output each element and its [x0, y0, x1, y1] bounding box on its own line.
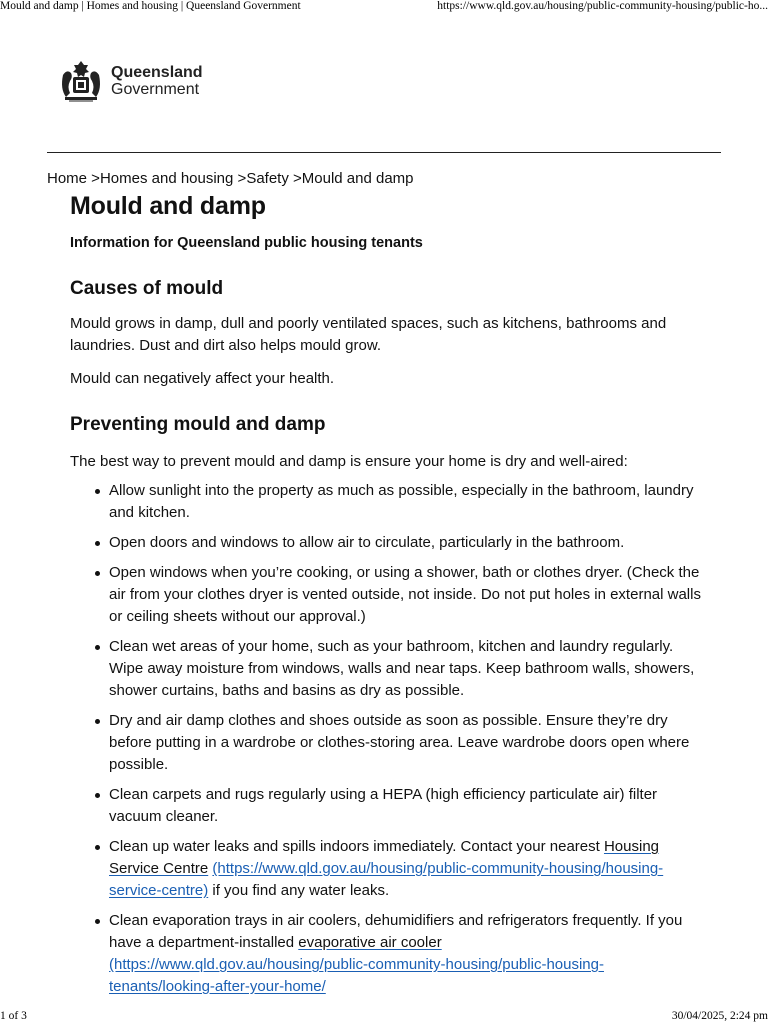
- list-item: Allow sunlight into the property as much as possible, especially in the bathroom, laundry and kitchen.: [109, 480, 702, 524]
- preventing-intro: The best way to prevent mould and damp is ensure your home is dry and well-aired:: [70, 453, 628, 470]
- heading-preventing-mould: Preventing mould and damp: [70, 414, 326, 435]
- prevention-tips-list: [70, 480, 702, 998]
- print-header: [0, 0, 768, 16]
- list-item: Clean carpets and rugs regularly using a HEPA (high efficiency particulate air) filter vacuum cleaner.: [109, 784, 702, 828]
- queensland-government-logo[interactable]: [57, 57, 203, 105]
- print-header-url: https://www.qld.gov.au/housing/public-community-housing/public-ho...: [437, 0, 768, 12]
- breadcrumb-separator: >: [87, 170, 100, 187]
- evaporative-air-cooler-url[interactable]: (https://www.qld.gov.au/housing/public-community-housing/public-housing-tenants/looking-after-your-home/: [109, 956, 604, 995]
- evaporative-air-cooler-link[interactable]: evaporative air cooler: [298, 934, 442, 951]
- list-item: [109, 910, 702, 998]
- heading-causes-of-mould: Causes of mould: [70, 278, 224, 299]
- list-item: [109, 836, 702, 902]
- breadcrumb-separator: >: [233, 170, 247, 187]
- breadcrumb-home[interactable]: Home: [47, 170, 88, 187]
- causes-paragraph-2: Mould can negatively affect your health.: [70, 370, 335, 387]
- list-item: Open windows when you’re cooking, or using a shower, bath or clothes dryer. (Check the air from your clothes dryer is vented outside, not inside. Do not put holes in external walls or ceiling sheets without our approval.): [109, 562, 702, 628]
- causes-paragraph-1: Mould grows in damp, dull and poorly ventilated spaces, such as kitchens, bathrooms and laundries. Dust and dirt also helps mould grow.: [70, 315, 667, 354]
- print-footer-date: 30/04/2025, 2:24 pm: [671, 1010, 768, 1022]
- page-subtitle: Information for Queensland public housing tenants: [70, 235, 423, 251]
- print-header-title: Mould and damp | Homes and housing | Queensland Government: [0, 0, 301, 12]
- breadcrumb-safety[interactable]: Safety: [246, 170, 289, 187]
- breadcrumb: [47, 170, 414, 187]
- bullet8-text-before: Clean evaporation trays in air coolers, dehumidifiers and refrigerators frequently. If you have a department-installed: [109, 912, 683, 951]
- list-item: Open doors and windows to allow air to circulate, particularly in the bathroom.: [109, 532, 702, 554]
- print-footer: [0, 1008, 768, 1024]
- breadcrumb-mould-and-damp[interactable]: Mould and damp: [301, 170, 414, 187]
- housing-service-centre-link[interactable]: Housing Service Centre: [109, 838, 660, 877]
- logo-text-line2: Government: [111, 81, 200, 98]
- housing-service-centre-url[interactable]: (https://www.qld.gov.au/housing/public-community-housing/housing-service-centre): [109, 860, 664, 899]
- header-divider: [47, 152, 721, 153]
- breadcrumb-homes-and-housing[interactable]: Homes and housing: [99, 170, 234, 187]
- list-item: Dry and air damp clothes and shoes outside as soon as possible. Ensure they’re dry before putting in a wardrobe or clothes-storing area. Leave wardrobe doors open where possible.: [109, 710, 702, 776]
- main-content: [70, 190, 702, 1006]
- bullet7-text-before: Clean up water leaks and spills indoors immediately. Contact your nearest: [109, 838, 604, 855]
- logo-text-line1: Queensland: [111, 64, 203, 81]
- list-item: Clean wet areas of your home, such as your bathroom, kitchen and laundry regularly. Wipe away moisture from windows, walls and near taps. Keep bathroom walls, showers, shower curtains, baths and basins as dry as possible.: [109, 636, 702, 702]
- breadcrumb-separator: >: [288, 170, 302, 187]
- print-footer-page: 1 of 3: [0, 1010, 27, 1022]
- coat-of-arms-icon: [57, 57, 105, 105]
- bullet7-text-after: if you find any water leaks.: [208, 882, 390, 899]
- page-title: Mould and damp: [70, 192, 266, 220]
